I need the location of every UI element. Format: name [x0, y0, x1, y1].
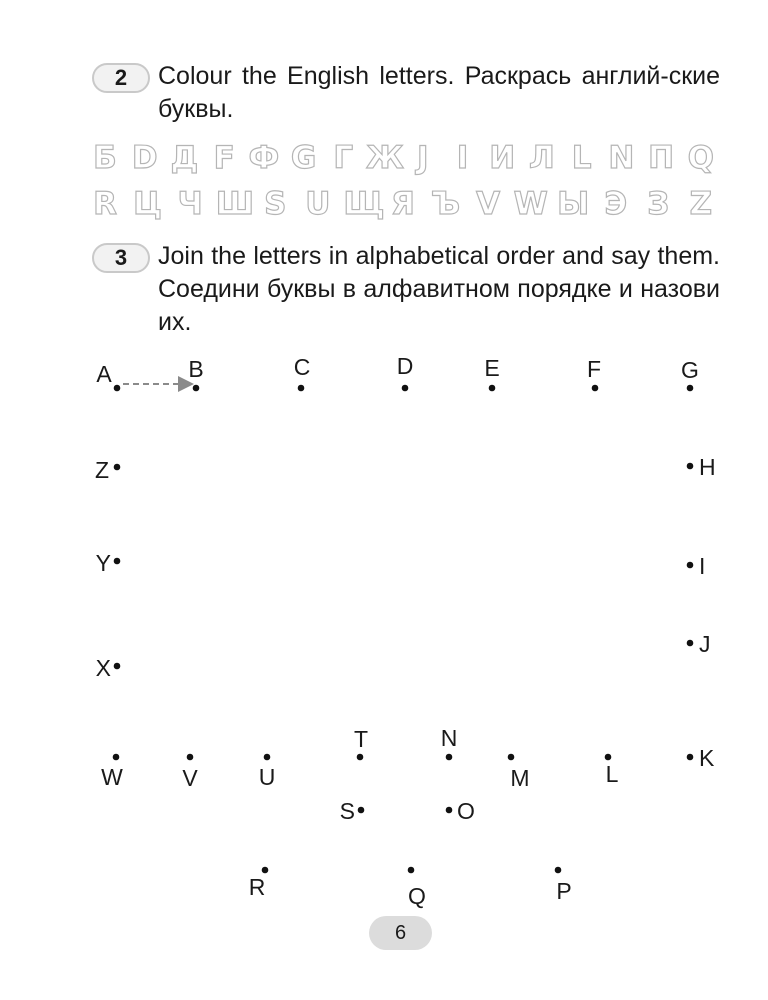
dot-label-r: R: [248, 874, 266, 900]
dot-y[interactable]: [114, 558, 121, 565]
outline-row-2-letter-1[interactable]: Ц: [133, 186, 162, 222]
outline-row-1-letter-11[interactable]: Л: [529, 140, 555, 176]
dot-j[interactable]: [687, 640, 694, 647]
task-2-instruction: Colour the English letters. Раскрась англий-ские буквы.: [158, 62, 720, 123]
outline-row-1-letter-10[interactable]: И: [489, 140, 516, 176]
dot-label-i: I: [699, 553, 706, 579]
dot-label-n: N: [440, 725, 458, 751]
outline-row-1-letter-3[interactable]: F: [213, 140, 235, 176]
dot-w[interactable]: [113, 754, 120, 761]
outline-row-1-letter-7[interactable]: Ж: [366, 140, 404, 176]
dot-n[interactable]: [446, 754, 453, 761]
dot-label-j: J: [699, 631, 711, 657]
task-3-instruction: Join the letters in alphabetical order and say them. Соедини буквы в алфавитном порядке и назови их.: [158, 242, 720, 336]
dot-label-p: P: [556, 878, 572, 904]
outline-row-2-letter-3[interactable]: Ш: [215, 186, 254, 222]
dot-label-q: Q: [408, 883, 426, 909]
dot-label-d: D: [396, 353, 414, 379]
dot-e[interactable]: [489, 385, 496, 392]
dot-k[interactable]: [687, 754, 694, 761]
dot-a[interactable]: [114, 385, 121, 392]
dot-r[interactable]: [262, 867, 269, 874]
dot-x[interactable]: [114, 663, 121, 670]
dot-u[interactable]: [264, 754, 271, 761]
page-number-badge: [369, 916, 432, 950]
page-number: 6: [394, 921, 407, 944]
dot-label-x: X: [95, 655, 111, 681]
dot-l[interactable]: [605, 754, 612, 761]
dot-h[interactable]: [687, 463, 694, 470]
outline-row-2-letter-0[interactable]: R: [93, 186, 117, 222]
dot-label-l: L: [605, 761, 619, 787]
dot-label-m: M: [510, 765, 530, 791]
dot-label-w: W: [101, 764, 123, 790]
outline-row-1-letter-0[interactable]: Б: [93, 140, 117, 176]
outline-row-1-letter-6[interactable]: Г: [333, 140, 354, 176]
task-3-number: 3: [114, 245, 128, 270]
outline-row-2-letter-11[interactable]: Ы: [557, 186, 590, 222]
outline-row-2-letter-12[interactable]: Э: [604, 186, 628, 222]
outline-row-1-letter-12[interactable]: L: [571, 140, 592, 176]
outline-row-1-letter-14[interactable]: П: [648, 140, 675, 176]
dot-f[interactable]: [592, 385, 599, 392]
dot-label-h: H: [699, 454, 716, 480]
outline-row-2-letter-4[interactable]: S: [264, 186, 287, 222]
dot-p[interactable]: [555, 867, 562, 874]
dot-v[interactable]: [187, 754, 194, 761]
dot-q[interactable]: [408, 867, 415, 874]
dot-m[interactable]: [508, 754, 515, 761]
dot-label-g: G: [681, 357, 699, 383]
outline-row-2-letter-6[interactable]: Щ: [343, 186, 385, 222]
outline-row-2-letter-5[interactable]: U: [305, 186, 331, 222]
dot-label-s: S: [339, 798, 355, 824]
outline-row-2-letter-13[interactable]: З: [647, 186, 670, 222]
dot-c[interactable]: [298, 385, 305, 392]
dot-t[interactable]: [357, 754, 364, 761]
outline-row-2-letter-7[interactable]: Я: [391, 186, 415, 222]
outline-row-2-letter-9[interactable]: V: [476, 186, 501, 222]
dot-label-z: Z: [94, 457, 109, 483]
outline-row-1-letter-15[interactable]: Q: [687, 140, 714, 176]
dot-label-b: B: [188, 356, 204, 382]
outline-row-2-letter-10[interactable]: W: [513, 186, 548, 222]
dot-g[interactable]: [687, 385, 694, 392]
outline-row-2-letter-8[interactable]: Ъ: [430, 186, 461, 222]
outline-row-1-letter-8[interactable]: J: [416, 140, 429, 176]
dot-label-c: C: [293, 354, 311, 380]
dot-o[interactable]: [446, 807, 453, 814]
dot-label-u: U: [258, 764, 276, 790]
dot-label-k: K: [699, 745, 715, 771]
dot-label-e: E: [484, 355, 500, 381]
dot-s[interactable]: [358, 807, 365, 814]
dot-label-v: V: [182, 765, 198, 791]
dot-label-o: O: [457, 798, 475, 824]
dot-d[interactable]: [402, 385, 409, 392]
outline-row-1-letter-2[interactable]: Д: [170, 140, 199, 176]
outline-row-2-letter-14[interactable]: Z: [689, 186, 713, 222]
outline-row-1-letter-13[interactable]: N: [608, 140, 635, 176]
outline-row-1-letter-9[interactable]: I: [456, 140, 469, 176]
dot-label-y: Y: [95, 550, 111, 576]
outline-row-1-letter-5[interactable]: G: [290, 140, 317, 176]
dot-i[interactable]: [687, 562, 694, 569]
outline-row-2-letter-2[interactable]: Ч: [177, 186, 203, 222]
task-2-number: 2: [114, 65, 128, 90]
dot-label-f: F: [586, 356, 602, 382]
dot-label-a: A: [96, 361, 112, 387]
dot-z[interactable]: [114, 464, 121, 471]
dot-b[interactable]: [193, 385, 200, 392]
dot-label-t: T: [353, 726, 369, 752]
outline-row-1-letter-4[interactable]: Ф: [248, 140, 280, 176]
outline-row-1-letter-1[interactable]: D: [131, 140, 158, 176]
